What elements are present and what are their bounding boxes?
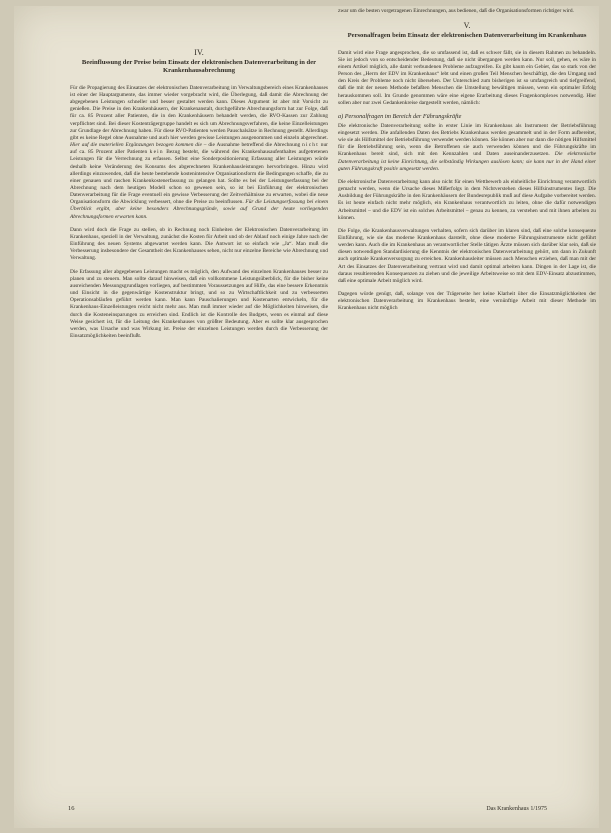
paragraph: Dagegen würde genügt, daß, solange von der Trägerseite her keine Klarheit über die Einsatzmöglichkeiten der elektronischen Datenverarbeitung im Krankenhaus besteht, eine vernünftige Arbeit mit dieser Methode im Krankenhaus nicht möglich bbox=[338, 291, 596, 312]
section-number-v: V. bbox=[463, 21, 471, 31]
section-heading-v: Personalfragen beim Einsatz der elektronischen Datenverarbeitung im Krankenhaus bbox=[347, 32, 587, 40]
subsection-heading: a) Personalfragen im Bereich der Führungskräfte bbox=[338, 112, 462, 120]
right-column bbox=[338, 8, 596, 319]
document-page bbox=[14, 6, 599, 828]
paragraph: Die Folge, die Krankenhausverwaltungen verhalten, sofern sich darüber im klaren sind, daß eine solche konsequente Einführung, wie sie das moderne Krankenhaus darstellt, ohne diese moderne Führungsinstrumente nicht geführt werden kann. Auch die im Krankenhaus an verantwortlicher Stelle tätigen Ärzte müssen sich darüber klar sein, daß sie diesen notwendigen Standardisierung die Kenntnis der elektronischen Datenverarbeitung gehört, um dann in Zukunft auch optimale Krankenversorgung zu erreichen. Krankenhausleiter müssen auch Menschen erziehen, daß man mit der Art des Einsatzes der Datenverarbeitung vertraut wird und damit optimal arbeiten kann. Dingen in der Lage ist, die daraus resultierenden Konsequenzen zu ziehen und die jeweilige Arbeitsweise so mit dem EDV-Einsatz abzustimmen, daß eine optimale Arbeit möglich wird. bbox=[338, 227, 596, 284]
paragraph: Damit wird eine Frage angesprochen, die so umfassend ist, daß es schwer fällt, sie in diesem Rahmen zu behandeln. Sie ist jedoch von so entscheidender Bedeutung, daß sie nicht übergangen werden kann. Nur soll, gehen, es wäre in einem Artikel möglich, alle damit verbundenen Probleme aufzugreifen. Es gibt kaum ein Gebiet, das so stark von der Person des „Herrn der EDV im Krankenhaus“ lebt und einen großen Teil Menschen beschäftigt, die den Umgang und den Kreis der Probleme noch nicht übersehen. Der Unterschied zum bisherigen ist so umfangreich und tiefgreifend, daß die mit der neuen Methode befaßten Menschen die Umstellung bewältigen müssen, wenn ein optimaler Erfolg herauskommen soll. Im Grunde genommen wäre eine eigene Erarbeitung dieses Fragenkomplexes notwendig. Hier sollen aber nur zwei Gedankenkreise dargestellt werden, nämlich: bbox=[338, 49, 596, 106]
paragraph: Für die Propagierung des Einsatzes der elektronischen Datenverarbeitung im Verwaltungsbereich eines Krankenhauses ist einer der Hauptargumente, das immer wieder vorgebracht wird, die Überlegung, daß damit die Abrechnung der abgegebenen Leistungen schneller und besser gestaltet werden kann. Dieses Argument ist aber mit Vorsicht zu genießen. Die Preise in den Krankenhäusern, der Krankenanstalt, durchgeführte Abrechnungsform hat zur Folge, daß für ca. 85 Prozent aller Patienten, die in den Krankenhäusern behandelt werden, die RVO-Kassen zur Zahlung verpflichtet sind. Bei dieser Kostenträgergruppe handelt es sich um Abrechnungsverfahren, die keine Einzelleistungen zur Grundlage der Abrechnung haben. Für diese RVO-Patienten werden Pauschalsätze in Rechnung gestellt. Allerdings gibt es keine Regel ohne Ausnahme und auch hier werden gewisse Leistungen ausgenommen und einzeln abgerechnet. Hier auf die materiellen Ergänzungen bezogen kommen die – die Ausnahme betreffend die Abrechnung nicht nur auf ca. 85 Prozent aller Patienten kein Bezug besteht, die während des Krankenhausaufenthaltes aufgetretenen Leistungen für die Verrechnung zu erfassen. Selbst eine Sonderpositionierung Erfassung aller Leistungen würde deshalb keine Veränderung des Konsums des abgerechneten Krankenhausleistungen hervorbringen. Hinzu wird allerdings einzuwenden, daß die heute bestehende kostenintensive Organisationsform die Bedingungen schaffe, die zu einer genauen und raschen Krankenkostenerfassung zu gelangen hat. Sollte es bei der Leistungserfassung bei der Abrechnung nach dem heutigen Modell schon so gewesen sein, so ist bei Einführung der elektronischen Datenverarbeitung für die Frage eventuell ein gewisse Verbesserung der Zeitverhältnisse zu erwarten, wobei die neue Organisationsform die Abwicklung verbessert, ohne die Preise zu beeinflussen. Für die Leistungserfassung bei einem Überblick ergibt, aber keine besonders Abrechnungsgründe, sowie auf Grund der heute vorliegenden Abrechnungsformen erwarten kann. bbox=[70, 84, 328, 220]
left-column bbox=[70, 44, 328, 346]
paragraph: Die elektronische Datenverarbeitung kann also nicht für einen Wettbewerb als einheitliche Einrichtung verantwortlich gemacht werden, wenn die Ursache dieses Mißerfolgs in dem Nichtverstehen dieses Hilfsinstrumentes liegt. Die Ausbildung der Führungskräfte in den Krankenhäusern der Bundesrepublik muß auf diese Aufgabe vorbereitet werden. Es ist heute einfach nicht mehr möglich, ein Krankenhaus verantwortlich zu leiten, ohne die dafür notwendigen Arbeitsmittel – und die EDV ist ein solches Arbeitsmittel – genau zu kennen, zu verstehen und mit ihnen arbeiten zu können. bbox=[338, 178, 596, 221]
paragraph: zwar um die besten vorgetragenen Einrechnungen, aus bedienen, daß die Organisationsformen richtiger wird. bbox=[338, 8, 574, 14]
section-heading-iv: Beeinflussung der Preise beim Einsatz der elektronischen Datenverarbeitung in der Krankenhausabrechnung bbox=[81, 59, 317, 75]
section-number-iv: IV. bbox=[194, 48, 204, 57]
paragraph: Die elektronische Datenverarbeitung sollte in erster Linie im Krankenhaus als Instrument der Betriebsführung eingesetzt werden. Die anfallenden Daten des Betriebs Krankenhaus werden gesammelt und in der Form aufbereitet, wie sie als Hilfsmittel der Betriebsführung verwendet werden können. Sie können aber nur dann die nötigen Hilfsmittel für die Betriebsführung sein, wenn die Betroffenen sie auch verwenden können und die Führungskräfte im Krankenhaus bereit sind, sich mit den Kennzahlen und Daten auseinanderzusetzen. Die elektronische Datenverarbeitung ist keine Einrichtung, die selbständig Wirkungen auslösen kann; sie kann nur in der Hand einer guten Führungskraft positiv umgesetzt werden. bbox=[338, 122, 596, 172]
paragraph: Dann wird doch die Frage zu stellen, ob in Rechnung noch Einheiten der Elektronischen Datenverarbeitung im Krankenhaus, speziell in der Verwaltung, zunächst die Kosten für Arbeit und ob der Ablauf noch einige Jahre nach der Einführung des neuen Systems abgewartet werden kann. Die Antwort ist so einfach wie „Ja“. Man muß die Verbesserung insbesondere der Gesamtheit des Krankenhauses sehen, nicht nur einzelne Bereiche wie Abrechnung und Verwaltung. bbox=[70, 226, 328, 262]
page-number: 16 bbox=[68, 805, 75, 812]
journal-footer: Das Krankenhaus 1/1975 bbox=[486, 806, 547, 812]
paragraph: Die Erfassung aller abgegebenen Leistungen macht es möglich, den Aufwand des einzelnen Krankenhauses besser zu planen und zu steuern. Man sollte darauf hinweisen, daß ein vollkommene Leistungsüberblick, für die bisher keine ausreichenden Messungsgrundlagen vorliegen, auf bestimmten Voraussetzungen auf Hilfe, das eine bessere Erkenntnis und Einsicht in die gegenwärtige Kostenstruktur bringt, und so zu Wirtschaftlichkeit und zu verbesserten Operationsabläufen geführt werden kann. Man kann Pauschalierungen und Kostenarten entwickeln, für die Krankenhaus-Einzelleistungen reicht nicht mehr aus. Man muß immer wieder auf die Möglichkeiten hinweisen, die durch die Kosteneinsparungen zu erreichen sind. Endlich ist die Kontrolle des Budgets, wenn es einmal auf diese Weise gesichert ist, für die Leitung des Krankenhauses von größter Bedeutung. Aber es sollte klar ausgesprochen werden, was Ursache und was Wirkung ist. Preise der einzelnen Leistungen werden durch die Verbesserung der Einsatzmöglichkeiten beeinflußt. bbox=[70, 268, 328, 339]
